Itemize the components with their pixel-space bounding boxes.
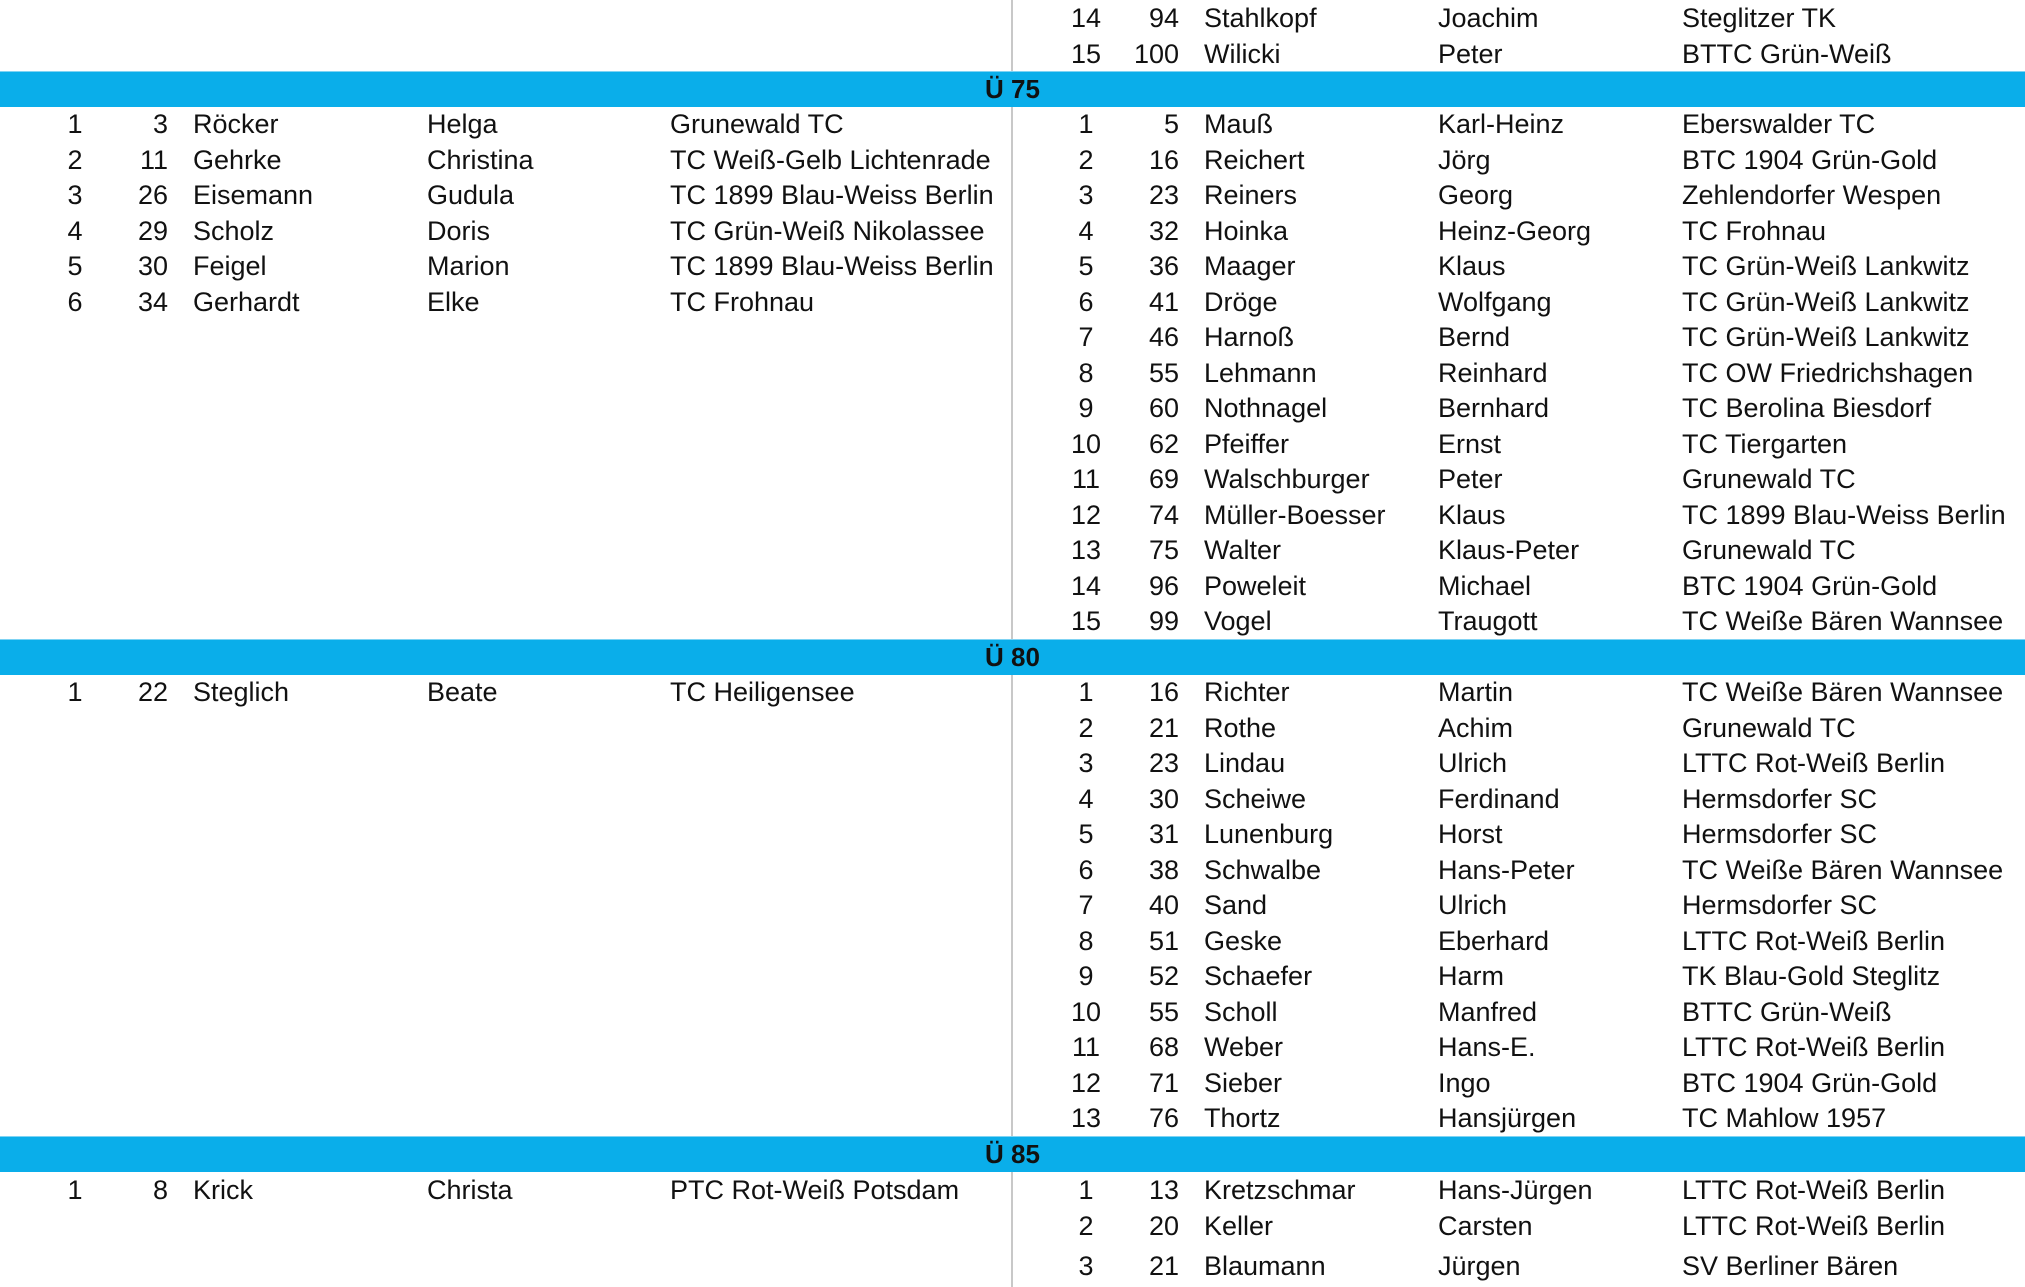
firstname-cell: Jürgen xyxy=(1438,1251,1521,1281)
club-cell: PTC Rot-Weiß Potsdam xyxy=(670,1175,960,1205)
club-cell: Grunewald TC xyxy=(1682,464,1856,494)
table-row xyxy=(0,177,1010,213)
position-cell: 1 xyxy=(67,109,83,139)
firstname-cell: Achim xyxy=(1438,712,1514,743)
number-cell: 36 xyxy=(1148,251,1179,281)
firstname-cell: Klaus xyxy=(1438,499,1506,530)
table-row xyxy=(1013,1029,2025,1065)
number-cell: 69 xyxy=(1148,464,1179,494)
number-cell: 20 xyxy=(1148,1211,1179,1241)
table-row xyxy=(1013,1172,2025,1208)
number-cell: 55 xyxy=(1148,357,1179,388)
surname-cell: Keller xyxy=(1204,1211,1274,1241)
surname-cell: Gehrke xyxy=(193,144,282,175)
number-cell: 3 xyxy=(152,109,168,139)
surname-cell: Hoinka xyxy=(1204,215,1289,246)
firstname-cell: Marion xyxy=(427,251,510,281)
surname-cell: Thortz xyxy=(1204,1103,1281,1133)
club-cell: TC 1899 Blau-Weiss Berlin xyxy=(670,180,994,210)
surname-cell: Geske xyxy=(1204,925,1283,956)
number-cell: 52 xyxy=(1148,961,1179,991)
age-group-header xyxy=(0,1136,2025,1172)
position-cell: 1 xyxy=(1078,109,1094,139)
surname-cell: Mauß xyxy=(1204,109,1274,139)
position-cell: 11 xyxy=(1071,1032,1101,1062)
firstname-cell: Traugott xyxy=(1438,606,1538,636)
firstname-cell: Manfred xyxy=(1438,996,1538,1027)
table-row xyxy=(0,142,1010,178)
position-cell: 8 xyxy=(1078,357,1094,388)
table-row xyxy=(1013,426,2025,462)
club-cell: TC 1899 Blau-Weiss Berlin xyxy=(1682,499,2006,530)
surname-cell: Wilicki xyxy=(1204,38,1281,69)
firstname-cell: Ferdinand xyxy=(1438,783,1560,814)
surname-cell: Steglich xyxy=(193,677,290,707)
surname-cell: Scholz xyxy=(193,215,275,246)
number-cell: 100 xyxy=(1133,38,1179,69)
club-cell: LTTC Rot-Weiß Berlin xyxy=(1682,1032,1946,1062)
club-cell: TC 1899 Blau-Weiss Berlin xyxy=(670,251,994,281)
firstname-cell: Karl-Heinz xyxy=(1438,109,1565,139)
table-row xyxy=(1013,852,2025,888)
table-row xyxy=(1013,497,2025,533)
table-row xyxy=(1013,816,2025,852)
surname-cell: Schaefer xyxy=(1204,961,1313,991)
firstname-cell: Elke xyxy=(427,286,480,317)
surname-cell: Krick xyxy=(193,1175,253,1205)
surname-cell: Reichert xyxy=(1204,144,1305,175)
position-cell: 4 xyxy=(1078,215,1094,246)
position-cell: 2 xyxy=(1078,1211,1094,1241)
surname-cell: Müller-Boesser xyxy=(1204,499,1386,530)
club-cell: Grunewald TC xyxy=(1682,535,1856,565)
position-cell: 1 xyxy=(67,677,83,707)
table-row xyxy=(1013,0,2025,36)
table-row xyxy=(1013,745,2025,781)
age-group-title: Ü 80 xyxy=(985,642,1040,672)
table-row xyxy=(0,106,1010,142)
club-cell: LTTC Rot-Weiß Berlin xyxy=(1682,1175,1946,1205)
table-row xyxy=(0,213,1010,249)
number-cell: 26 xyxy=(137,180,168,210)
club-cell: Grunewald TC xyxy=(670,109,844,139)
position-cell: 14 xyxy=(1070,570,1102,601)
club-cell: TC Frohnau xyxy=(1682,215,1827,246)
table-row xyxy=(1013,603,2025,639)
surname-cell: Blaumann xyxy=(1204,1251,1326,1281)
firstname-cell: Doris xyxy=(427,215,491,246)
position-cell: 5 xyxy=(67,251,83,281)
firstname-cell: Hans-E. xyxy=(1438,1032,1536,1062)
position-cell: 10 xyxy=(1070,428,1102,459)
club-cell: LTTC Rot-Weiß Berlin xyxy=(1682,748,1946,778)
number-cell: 32 xyxy=(1148,215,1179,246)
position-cell: 13 xyxy=(1070,535,1102,565)
club-cell: Steglitzer TK xyxy=(1682,3,1837,33)
number-cell: 13 xyxy=(1148,1175,1179,1205)
firstname-cell: Hans-Jürgen xyxy=(1438,1175,1593,1205)
surname-cell: Gerhardt xyxy=(193,286,300,317)
club-cell: TC Mahlow 1957 xyxy=(1682,1103,1887,1133)
firstname-cell: Christa xyxy=(427,1175,513,1205)
table-row xyxy=(1013,177,2025,213)
position-cell: 12 xyxy=(1070,1067,1102,1098)
surname-cell: Walschburger xyxy=(1204,464,1370,494)
firstname-cell: Horst xyxy=(1438,819,1503,849)
table-row xyxy=(1013,355,2025,391)
surname-cell: Harnoß xyxy=(1204,322,1295,352)
club-cell: TC Grün-Weiß Nikolassee xyxy=(670,215,985,246)
surname-cell: Eisemann xyxy=(193,180,314,210)
table-row xyxy=(1013,994,2025,1030)
club-cell: BTC 1904 Grün-Gold xyxy=(1682,570,1938,601)
number-cell: 75 xyxy=(1148,535,1179,565)
position-cell: 7 xyxy=(1078,322,1094,352)
position-cell: 2 xyxy=(67,144,83,175)
surname-cell: Kretzschmar xyxy=(1204,1175,1356,1205)
table-row xyxy=(1013,106,2025,142)
number-cell: 8 xyxy=(152,1175,168,1205)
age-group-header xyxy=(0,639,2025,675)
age-group-header xyxy=(0,71,2025,107)
table-row xyxy=(1013,1065,2025,1101)
surname-cell: Reiners xyxy=(1204,180,1298,210)
number-cell: 23 xyxy=(1148,180,1179,210)
club-cell: Zehlendorfer Wespen xyxy=(1682,180,1942,210)
number-cell: 30 xyxy=(137,251,168,281)
number-cell: 16 xyxy=(1148,677,1179,707)
surname-cell: Richter xyxy=(1204,677,1290,707)
firstname-cell: Eberhard xyxy=(1438,925,1550,956)
position-cell: 2 xyxy=(1078,144,1094,175)
club-cell: LTTC Rot-Weiß Berlin xyxy=(1682,925,1946,956)
club-cell: TC Grün-Weiß Lankwitz xyxy=(1682,322,1970,352)
number-cell: 34 xyxy=(137,286,168,317)
table-row xyxy=(1013,213,2025,249)
position-cell: 15 xyxy=(1070,606,1102,636)
surname-cell: Schwalbe xyxy=(1204,854,1322,885)
firstname-cell: Hans-Peter xyxy=(1438,854,1575,885)
table-row xyxy=(1013,532,2025,568)
surname-cell: Sand xyxy=(1204,890,1268,920)
club-cell: BTC 1904 Grün-Gold xyxy=(1682,1067,1938,1098)
number-cell: 71 xyxy=(1148,1067,1179,1098)
number-cell: 96 xyxy=(1148,570,1179,601)
position-cell: 6 xyxy=(67,286,83,317)
surname-cell: Lunenburg xyxy=(1204,819,1334,849)
club-cell: TC Berolina Biesdorf xyxy=(1682,393,1932,423)
firstname-cell: Ulrich xyxy=(1438,748,1508,778)
position-cell: 9 xyxy=(1078,393,1094,423)
table-row xyxy=(1013,1248,2025,1284)
table-row xyxy=(1013,1208,2025,1244)
club-cell: Grunewald TC xyxy=(1682,712,1856,743)
firstname-cell: Helga xyxy=(427,109,498,139)
position-cell: 4 xyxy=(67,215,83,246)
surname-cell: Lehmann xyxy=(1204,357,1317,388)
position-cell: 9 xyxy=(1078,961,1094,991)
club-cell: TC Heiligensee xyxy=(670,677,855,707)
number-cell: 40 xyxy=(1148,890,1179,920)
club-cell: TC Frohnau xyxy=(670,286,815,317)
table-row xyxy=(1013,461,2025,497)
position-cell: 14 xyxy=(1070,3,1102,33)
number-cell: 16 xyxy=(1148,144,1179,175)
firstname-cell: Carsten xyxy=(1438,1211,1533,1241)
number-cell: 41 xyxy=(1148,286,1179,317)
position-cell: 5 xyxy=(1078,819,1094,849)
position-cell: 1 xyxy=(1078,1175,1094,1205)
firstname-cell: Ulrich xyxy=(1438,890,1508,920)
table-row xyxy=(0,248,1010,284)
number-cell: 51 xyxy=(1148,925,1179,956)
firstname-cell: Gudula xyxy=(427,180,515,210)
position-cell: 6 xyxy=(1078,854,1094,885)
table-row xyxy=(1013,958,2025,994)
firstname-cell: Heinz-Georg xyxy=(1438,215,1592,246)
club-cell: Hermsdorfer SC xyxy=(1682,890,1878,920)
table-row xyxy=(0,674,1010,710)
table-row xyxy=(1013,568,2025,604)
position-cell: 3 xyxy=(1078,180,1094,210)
firstname-cell: Michael xyxy=(1438,570,1532,601)
number-cell: 74 xyxy=(1148,499,1179,530)
position-cell: 4 xyxy=(1078,783,1094,814)
club-cell: TC Grün-Weiß Lankwitz xyxy=(1682,251,1970,281)
position-cell: 3 xyxy=(67,180,83,210)
firstname-cell: Christina xyxy=(427,144,534,175)
club-cell: BTTC Grün-Weiß xyxy=(1682,38,1892,69)
surname-cell: Rothe xyxy=(1204,712,1277,743)
position-cell: 6 xyxy=(1078,286,1094,317)
firstname-cell: Bernhard xyxy=(1438,393,1550,423)
firstname-cell: Reinhard xyxy=(1438,357,1548,388)
firstname-cell: Ingo xyxy=(1438,1067,1491,1098)
surname-cell: Nothnagel xyxy=(1204,393,1328,423)
position-cell: 1 xyxy=(1078,677,1094,707)
firstname-cell: Klaus-Peter xyxy=(1438,535,1580,565)
position-cell: 7 xyxy=(1078,890,1094,920)
club-cell: TC Grün-Weiß Lankwitz xyxy=(1682,286,1970,317)
number-cell: 22 xyxy=(137,677,168,707)
firstname-cell: Harm xyxy=(1438,961,1504,991)
club-cell: TC OW Friedrichshagen xyxy=(1682,357,1974,388)
position-cell: 5 xyxy=(1078,251,1094,281)
firstname-cell: Ernst xyxy=(1438,428,1502,459)
surname-cell: Scholl xyxy=(1204,996,1278,1027)
age-group-title: Ü 85 xyxy=(985,1139,1040,1169)
surname-cell: Weber xyxy=(1204,1032,1284,1062)
surname-cell: Vogel xyxy=(1204,606,1272,636)
number-cell: 99 xyxy=(1148,606,1179,636)
table-row xyxy=(0,284,1010,320)
number-cell: 60 xyxy=(1148,393,1179,423)
club-cell: Hermsdorfer SC xyxy=(1682,819,1878,849)
club-cell: Hermsdorfer SC xyxy=(1682,783,1878,814)
position-cell: 11 xyxy=(1071,464,1101,494)
firstname-cell: Wolfgang xyxy=(1438,286,1552,317)
firstname-cell: Georg xyxy=(1438,180,1514,210)
number-cell: 38 xyxy=(1148,854,1179,885)
firstname-cell: Peter xyxy=(1438,38,1503,69)
position-cell: 3 xyxy=(1078,748,1094,778)
position-cell: 13 xyxy=(1070,1103,1102,1133)
surname-cell: Maager xyxy=(1204,251,1296,281)
position-cell: 12 xyxy=(1070,499,1102,530)
table-row xyxy=(1013,284,2025,320)
club-cell: TC Weiße Bären Wannsee xyxy=(1682,854,2004,885)
table-row xyxy=(1013,923,2025,959)
firstname-cell: Joachim xyxy=(1438,3,1539,33)
position-cell: 2 xyxy=(1078,712,1094,743)
firstname-cell: Hansjürgen xyxy=(1438,1103,1577,1133)
number-cell: 31 xyxy=(1148,819,1179,849)
number-cell: 68 xyxy=(1148,1032,1179,1062)
surname-cell: Feigel xyxy=(193,251,267,281)
number-cell: 30 xyxy=(1148,783,1179,814)
surname-cell: Sieber xyxy=(1204,1067,1283,1098)
firstname-cell: Bernd xyxy=(1438,322,1511,352)
number-cell: 11 xyxy=(139,144,168,175)
number-cell: 62 xyxy=(1148,428,1179,459)
number-cell: 46 xyxy=(1148,322,1179,352)
number-cell: 21 xyxy=(1148,712,1179,743)
surname-cell: Dröge xyxy=(1204,286,1278,317)
number-cell: 5 xyxy=(1163,109,1179,139)
position-cell: 10 xyxy=(1070,996,1102,1027)
surname-cell: Lindau xyxy=(1204,748,1286,778)
table-row xyxy=(1013,887,2025,923)
number-cell: 55 xyxy=(1148,996,1179,1027)
table-row xyxy=(1013,1100,2025,1136)
surname-cell: Scheiwe xyxy=(1204,783,1307,814)
table-row xyxy=(1013,319,2025,355)
firstname-cell: Martin xyxy=(1438,677,1514,707)
surname-cell: Stahlkopf xyxy=(1204,3,1317,33)
table-row xyxy=(1013,36,2025,72)
firstname-cell: Jörg xyxy=(1438,144,1491,175)
club-cell: TC Tiergarten xyxy=(1682,428,1848,459)
position-cell: 15 xyxy=(1070,38,1102,69)
club-cell: TK Blau-Gold Steglitz xyxy=(1682,961,1941,991)
club-cell: BTTC Grün-Weiß xyxy=(1682,996,1892,1027)
table-row xyxy=(1013,248,2025,284)
surname-cell: Walter xyxy=(1204,535,1282,565)
club-cell: TC Weiße Bären Wannsee xyxy=(1682,677,2004,707)
club-cell: BTC 1904 Grün-Gold xyxy=(1682,144,1938,175)
position-cell: 8 xyxy=(1078,925,1094,956)
number-cell: 94 xyxy=(1148,3,1179,33)
table-row xyxy=(1013,390,2025,426)
position-cell: 3 xyxy=(1078,1251,1094,1281)
club-cell: SV Berliner Bären xyxy=(1682,1251,1899,1281)
club-cell: TC Weiße Bären Wannsee xyxy=(1682,606,2004,636)
table-row xyxy=(0,1172,1010,1208)
table-row xyxy=(1013,710,2025,746)
number-cell: 23 xyxy=(1148,748,1179,778)
table-row xyxy=(1013,781,2025,817)
surname-cell: Röcker xyxy=(193,109,279,139)
firstname-cell: Klaus xyxy=(1438,251,1506,281)
age-group-title: Ü 75 xyxy=(985,74,1040,104)
surname-cell: Pfeiffer xyxy=(1204,428,1290,459)
number-cell: 76 xyxy=(1148,1103,1179,1133)
position-cell: 1 xyxy=(67,1175,83,1205)
number-cell: 29 xyxy=(137,215,168,246)
number-cell: 21 xyxy=(1148,1251,1179,1281)
firstname-cell: Beate xyxy=(427,677,498,707)
club-cell: Eberswalder TC xyxy=(1682,109,1876,139)
table-row xyxy=(1013,674,2025,710)
club-cell: TC Weiß-Gelb Lichtenrade xyxy=(670,144,991,175)
table-row xyxy=(1013,142,2025,178)
club-cell: LTTC Rot-Weiß Berlin xyxy=(1682,1211,1946,1241)
firstname-cell: Peter xyxy=(1438,464,1503,494)
surname-cell: Poweleit xyxy=(1204,570,1307,601)
